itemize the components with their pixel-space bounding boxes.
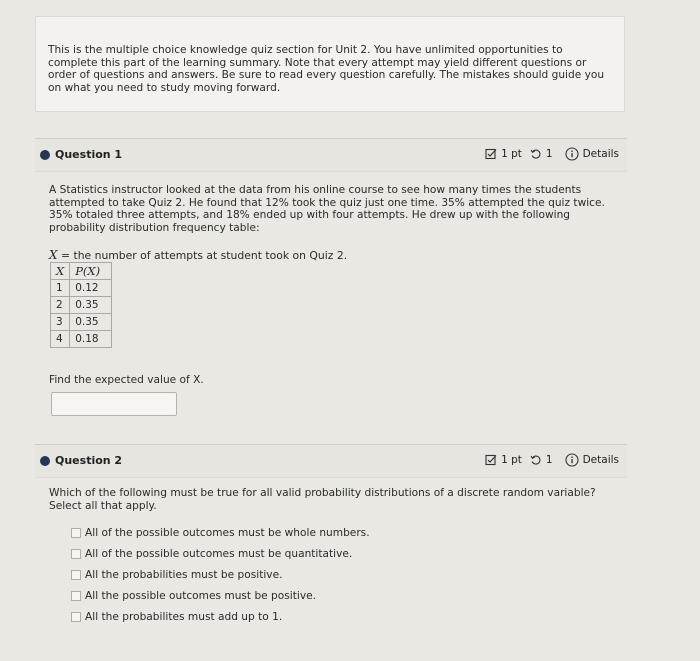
question-1-meta: [485, 147, 619, 161]
answer-option[interactable]: [71, 548, 352, 560]
retry-icon: [530, 148, 542, 160]
option-label: All the possible outcomes must be positive.: [85, 590, 316, 602]
intro-instructions: [35, 16, 625, 112]
option-label: All of the possible outcomes must be whole numbers.: [85, 527, 370, 539]
question-2-text: Which of the following must be true for all valid probability distributions of a discrete random variable? Select all that apply.: [49, 487, 596, 512]
table-row: [51, 314, 112, 331]
intro-text: This is the multiple choice knowledge quiz section for Unit 2. You have unlimited opportunities to complete this part of the learning summary. Note that every attempt may yield different questions or order of questions and answers. Be sure to read every question carefully. The mistakes should guide you on what you need to study moving forward.: [48, 44, 605, 94]
table-cell-px: 0.35: [70, 297, 111, 314]
question-1-text: A Statistics instructor looked at the data from his online course to see how many times the students attempted to take Quiz 2. He found that 12% took the quiz just one time. 35% attempted the quiz twice. 35% totaled three attempts, and 18% ended up with four attempts. He drew up with the following probability distribution frequency table:: [49, 184, 605, 234]
question-1-title: Question 1: [55, 148, 123, 161]
answer-option[interactable]: [71, 611, 282, 623]
option-label: All the probabilites must add up to 1.: [85, 611, 283, 623]
question-2-meta: [485, 453, 619, 467]
option-checkbox[interactable]: [71, 612, 81, 622]
expected-value-input[interactable]: [51, 392, 177, 416]
answer-option[interactable]: [71, 569, 282, 581]
question-2-points: 1 pt: [501, 454, 522, 466]
table-cell-x: 3: [51, 314, 70, 331]
option-checkbox[interactable]: [71, 591, 81, 601]
info-icon[interactable]: [565, 453, 579, 467]
question-2-title: Question 2: [55, 454, 123, 467]
table-cell-x: 2: [51, 297, 70, 314]
option-label: All of the possible outcomes must be quantitative.: [85, 548, 353, 560]
option-checkbox[interactable]: [71, 549, 81, 559]
table-cell-x: 1: [51, 280, 70, 297]
rv-symbol: X: [49, 248, 58, 262]
table-cell-px: 0.18: [70, 331, 111, 348]
question-2-attempts: 1: [545, 454, 553, 466]
table-cell-px: 0.12: [70, 280, 111, 297]
question-2-details-link[interactable]: Details: [582, 454, 619, 466]
rv-description: = the number of attempts at student took on Quiz 2.: [57, 249, 348, 262]
random-variable-definition: [49, 248, 347, 262]
table-header-x: X: [51, 263, 70, 280]
answer-option[interactable]: [71, 527, 370, 539]
table-cell-x: 4: [51, 331, 70, 348]
table-cell-px: 0.35: [70, 314, 111, 331]
question-1-header: [35, 138, 627, 172]
question-1-prompt: Find the expected value of X.: [49, 374, 204, 386]
probability-table: [50, 262, 112, 348]
table-row: [51, 280, 112, 297]
points-icon: [485, 148, 497, 160]
question-2-bullet: [40, 456, 50, 466]
answer-option[interactable]: [71, 590, 316, 602]
question-1-details-link[interactable]: Details: [582, 148, 619, 160]
option-label: All the probabilities must be positive.: [85, 569, 283, 581]
question-1-bullet: [40, 150, 50, 160]
table-row: [51, 331, 112, 348]
option-checkbox[interactable]: [71, 528, 81, 538]
table-header-px: P(X): [70, 263, 111, 280]
question-1-attempts: 1: [545, 148, 553, 160]
question-2-header: [35, 444, 627, 478]
option-checkbox[interactable]: [71, 570, 81, 580]
info-icon[interactable]: [565, 147, 579, 161]
points-icon: [485, 454, 497, 466]
table-row: [51, 297, 112, 314]
retry-icon: [530, 454, 542, 466]
question-1-points: 1 pt: [501, 148, 522, 160]
